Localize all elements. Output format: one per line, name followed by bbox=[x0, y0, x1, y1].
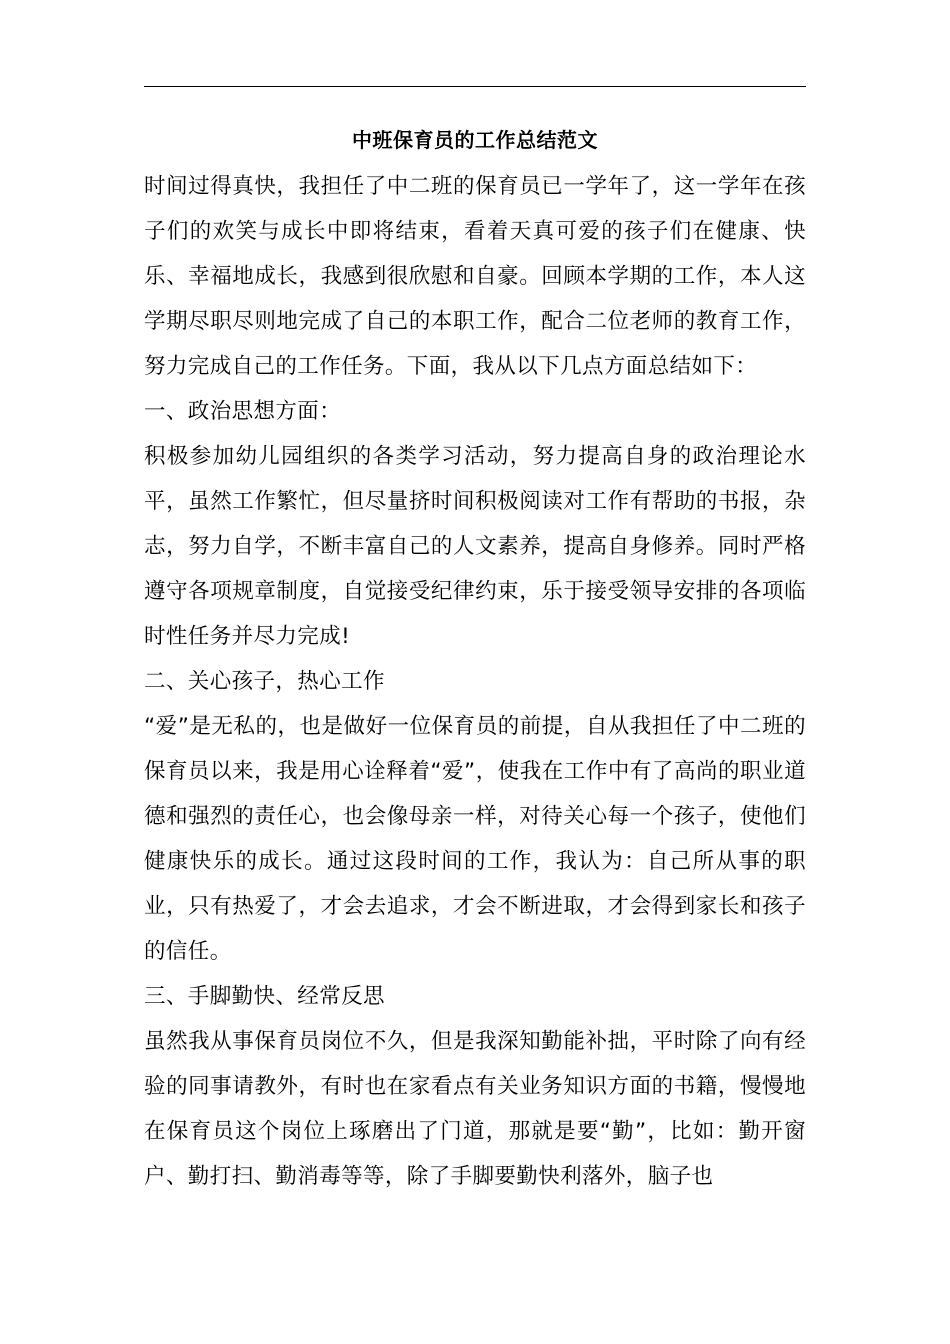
paragraph-section-3: 虽然我从事保育员岗位不久，但是我深知勤能补拙，平时除了向有经验的同事请教外，有时也在家看点有关业务知识方面的书籍，慢慢地在保育员这个岗位上琢磨出了门道，那就是要“勤”，比如：勤开窗户、勤打扫、勤消毒等等，除了手脚要勤快利落外，脑子也 bbox=[144, 1029, 806, 1189]
document-body bbox=[144, 164, 806, 1199]
section-heading-3: 三、手脚勤快、经常反思 bbox=[144, 984, 385, 1009]
section-heading-1: 一、政治思想方面： bbox=[144, 399, 342, 424]
header-rule bbox=[144, 86, 806, 87]
section-heading-2: 二、关心孩子，热心工作 bbox=[144, 669, 385, 694]
paragraph-intro: 时间过得真快，我担任了中二班的保育员已一学年了，这一学年在孩子们的欢笑与成长中即将结束，看着天真可爱的孩子们在健康、快乐、幸福地成长，我感到很欣慰和自豪。回顾本学期的工作，本人这学期尽职尽则地完成了自己的本职工作，配合二位老师的教育工作，努力完成自己的工作任务。下面，我从以下几点方面总结如下： bbox=[144, 174, 806, 379]
paragraph-section-2: “爱”是无私的，也是做好一位保育员的前提，自从我担任了中二班的保育员以来，我是用心诠释着“爱”，使我在工作中有了高尚的职业道德和强烈的责任心，也会像母亲一样，对待关心每一个孩子，使他们健康快乐的成长。通过这段时间的工作，我认为：自己所从事的职业，只有热爱了，才会去追求，才会不断进取，才会得到家长和孩子的信任。 bbox=[144, 714, 806, 964]
paragraph-section-1: 积极参加幼儿园组织的各类学习活动，努力提高自身的政治理论水平，虽然工作繁忙，但尽量挤时间积极阅读对工作有帮助的书报，杂志，努力自学，不断丰富自己的人文素养，提高自身修养。同时严格遵守各项规章制度，自觉接受纪律约束，乐于接受领导安排的各项临时性任务并尽力完成! bbox=[144, 444, 806, 649]
document-title: 中班保育员的工作总结范文 bbox=[352, 128, 598, 152]
